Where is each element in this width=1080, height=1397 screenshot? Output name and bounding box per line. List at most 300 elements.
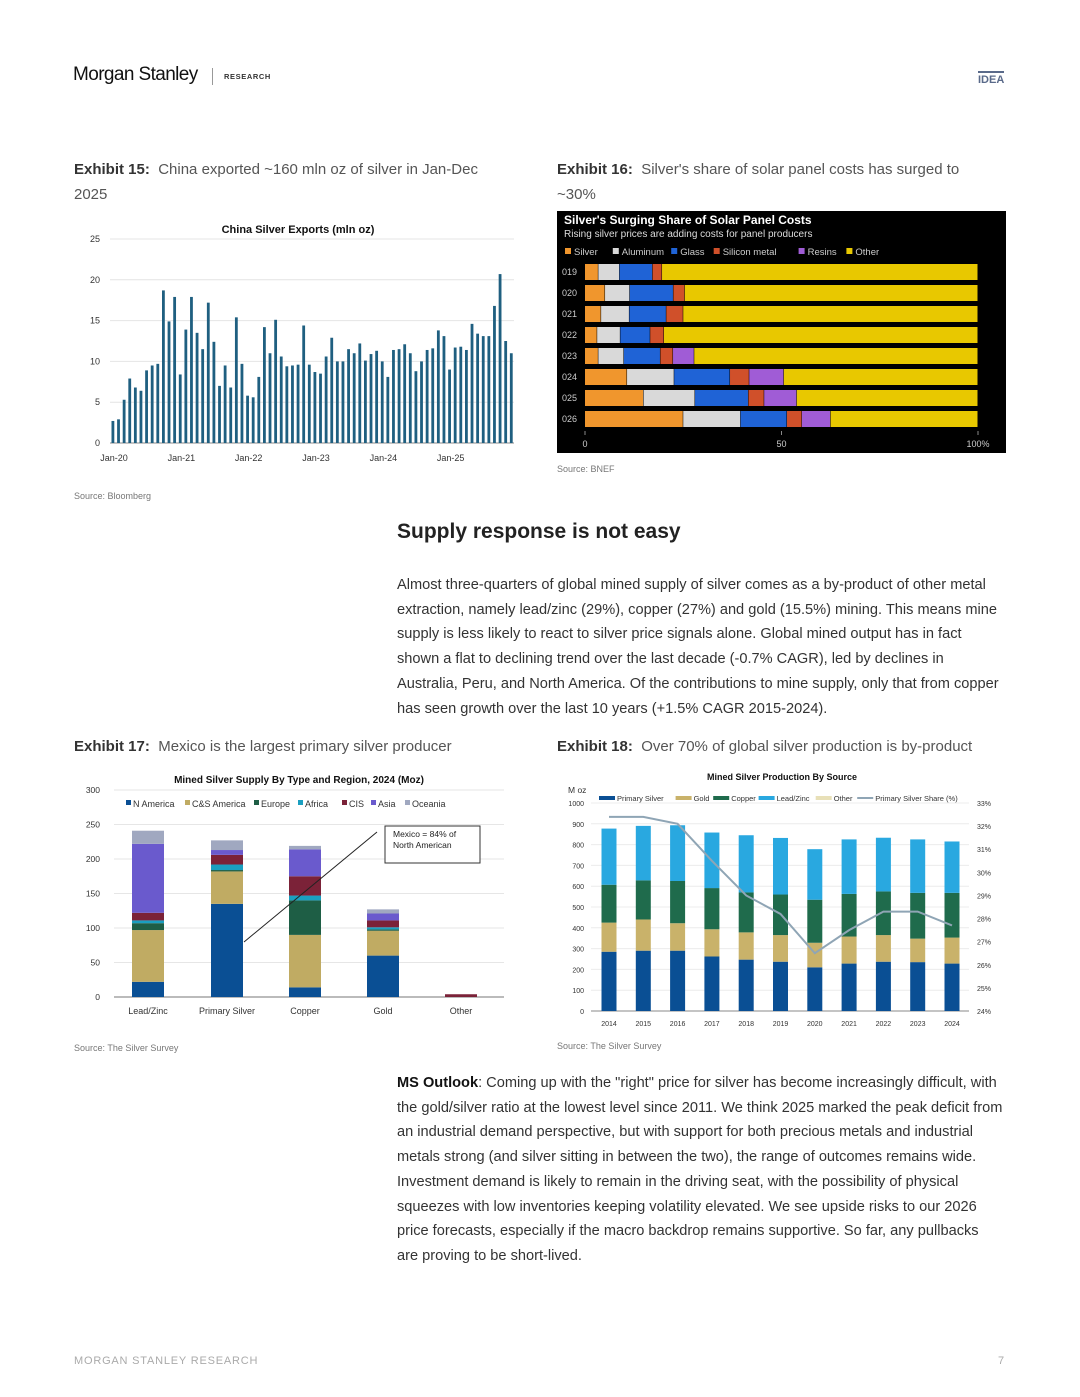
- bar: [308, 365, 311, 443]
- y2-tick-label: 27%: [977, 939, 992, 947]
- legend-label: Glass: [680, 247, 705, 258]
- mined-supply-by-region-chart: [74, 770, 510, 1025]
- legend-label: Lead/Zinc: [776, 794, 810, 803]
- x-tick-label: 2018: [738, 1021, 754, 1028]
- year-label: 024: [562, 372, 578, 382]
- bar-segment-copper: [807, 900, 822, 943]
- bar-segment-copper: [636, 880, 651, 919]
- y-axis-label: M oz: [568, 785, 587, 795]
- bar-segment-resins: [802, 411, 830, 427]
- exhibit-caption: Over 70% of global silver production is by-product: [641, 738, 973, 755]
- bar: [420, 361, 423, 443]
- bar-segment-silicon-metal: [660, 348, 672, 364]
- bar-segment-silicon-metal: [650, 327, 663, 343]
- legend-label: Silicon metal: [722, 247, 777, 258]
- x-tick-label: Jan-22: [234, 453, 263, 463]
- bar: [241, 364, 244, 443]
- legend-swatch: [676, 796, 692, 800]
- legend-swatch: [298, 800, 303, 805]
- bar-segment-oceania: [289, 846, 321, 849]
- x-tick-label: 2015: [635, 1021, 652, 1028]
- year-label: 020: [562, 288, 578, 298]
- bar: [218, 386, 221, 443]
- legend-label: Primary Silver: [617, 794, 664, 803]
- bar-segment-lead-zinc: [670, 825, 685, 881]
- bar: [314, 372, 317, 443]
- legend-label: Oceania: [412, 799, 446, 809]
- bar: [409, 353, 412, 443]
- bar: [431, 348, 434, 443]
- legend-swatch: [846, 248, 852, 254]
- y2-tick-label: 24%: [977, 1009, 992, 1016]
- bar-segment-oceania: [211, 840, 243, 850]
- exhibit-18-title: [557, 734, 997, 759]
- y-tick-label: 200: [572, 967, 584, 975]
- bar: [403, 344, 406, 443]
- x-tick-label: 2024: [944, 1021, 960, 1028]
- bar-segment-c-s-america: [132, 930, 164, 982]
- bar: [325, 357, 328, 443]
- x-tick-label: Jan-25: [436, 453, 465, 463]
- chart-title: Mined Silver Production By Source: [706, 772, 858, 782]
- y-tick-label: 900: [572, 821, 584, 829]
- legend-swatch: [565, 248, 571, 254]
- bar: [297, 365, 300, 443]
- exhibit-18-source: Source: The Silver Survey: [557, 1041, 662, 1051]
- bar-segment-primary-silver: [876, 962, 891, 1011]
- year-label: 025: [562, 393, 578, 403]
- bar: [257, 377, 260, 443]
- bar-segment-gold: [670, 923, 685, 950]
- bar: [274, 320, 277, 443]
- bar-segment-n-america: [132, 982, 164, 997]
- bar-segment-europe: [367, 929, 399, 930]
- bar-segment-glass: [620, 264, 653, 280]
- bar: [229, 388, 232, 443]
- bar-segment-other: [694, 348, 977, 364]
- bar-segment-lead-zinc: [602, 829, 617, 885]
- y-tick-label: 300: [572, 946, 584, 954]
- bar-segment-gold: [636, 919, 651, 950]
- bar: [201, 349, 204, 443]
- bar-segment-silicon-metal: [666, 306, 682, 322]
- bar: [370, 354, 373, 443]
- y-tick-label: 400: [572, 925, 584, 933]
- y-tick-label: 0: [94, 438, 100, 448]
- bar-segment-cis: [445, 994, 477, 997]
- y-tick-label: 100: [85, 923, 100, 933]
- bar-segment-other: [683, 306, 977, 322]
- bar-segment-lead-zinc: [773, 838, 788, 895]
- bar-segment-gold: [704, 929, 719, 956]
- x-tick-label: Jan-23: [302, 453, 330, 463]
- exhibit-16-title: [557, 157, 997, 207]
- bar: [358, 343, 361, 443]
- bar-segment-silicon-metal: [787, 411, 801, 427]
- bar-segment-gold: [773, 935, 788, 962]
- bar: [448, 370, 451, 443]
- exhibit-label: Exhibit 15:: [74, 161, 150, 178]
- bar-segment-silicon-metal: [730, 369, 749, 385]
- x-tick-label: Gold: [373, 1006, 393, 1016]
- annotation-text: North American: [393, 840, 452, 850]
- legend-swatch: [613, 248, 619, 254]
- bar-segment-glass: [629, 306, 665, 322]
- bar-segment-silver: [585, 285, 605, 301]
- legend-label: Primary Silver Share (%): [875, 794, 958, 803]
- bar: [112, 421, 115, 443]
- y-tick-label: 100: [572, 988, 584, 996]
- bar: [437, 330, 440, 443]
- bar-segment-c-s-america: [289, 935, 321, 987]
- bar-segment-gold: [602, 923, 617, 952]
- y-tick-label: 0: [580, 1009, 584, 1016]
- bar: [168, 321, 171, 443]
- bar: [134, 388, 137, 443]
- y2-tick-label: 26%: [977, 962, 992, 970]
- y-tick-label: 20: [89, 274, 100, 285]
- bar-segment-aluminum: [598, 348, 623, 364]
- bar-segment-africa: [367, 927, 399, 929]
- y2-tick-label: 32%: [977, 824, 992, 832]
- bar-segment-silicon-metal: [673, 285, 684, 301]
- bar-segment-silver: [585, 348, 598, 364]
- legend-swatch: [185, 800, 190, 805]
- bar-segment-aluminum: [598, 264, 619, 280]
- x-tick-label: 2014: [601, 1021, 617, 1028]
- bar-segment-silver: [585, 390, 643, 406]
- bar-segment-primary-silver: [670, 951, 685, 1011]
- bar-segment-lead-zinc: [945, 841, 960, 892]
- exhibit-caption: China exported ~160 mln oz of silver in Jan-Dec 2025: [74, 161, 478, 203]
- exhibit-label: Exhibit 16:: [557, 161, 633, 178]
- x-tick-label: Lead/Zinc: [128, 1006, 168, 1016]
- x-tick-label: Jan-21: [167, 453, 196, 463]
- bar-segment-oceania: [132, 831, 164, 844]
- bar-segment-glass: [674, 369, 729, 385]
- bar: [487, 336, 490, 443]
- bar-segment-glass: [630, 285, 673, 301]
- legend-swatch: [342, 800, 347, 805]
- bar-segment-primary-silver: [773, 962, 788, 1011]
- legend-swatch: [759, 796, 775, 800]
- bar: [123, 400, 126, 443]
- bar: [263, 327, 266, 443]
- bar-segment-other: [784, 369, 978, 385]
- y2-tick-label: 28%: [977, 916, 992, 924]
- bar-segment-aluminum: [601, 306, 629, 322]
- outlook-label: MS Outlook: [397, 1075, 479, 1091]
- bar: [476, 334, 479, 443]
- bar: [145, 370, 148, 443]
- legend-label: N America: [133, 799, 175, 809]
- legend-label: Africa: [305, 799, 329, 809]
- bar-segment-aluminum: [597, 327, 620, 343]
- x-tick-label: 100%: [966, 439, 990, 449]
- bar-segment-resins: [673, 348, 694, 364]
- y-tick-label: 0: [95, 992, 100, 1002]
- bar-segment-lead-zinc: [842, 839, 857, 893]
- y-tick-label: 600: [572, 884, 584, 892]
- legend-swatch: [714, 248, 720, 254]
- exhibit-caption: Mexico is the largest primary silver producer: [158, 738, 452, 755]
- bar-segment-n-america: [289, 987, 321, 997]
- y-tick-label: 1000: [568, 801, 584, 808]
- outlook-body: : Coming up with the "right" price for silver has become increasingly difficult, with the gold/silver ratio at the lowest level since 2011. We think 2025 marked the peak deficit from an industrial demand perspective, but with support for both precious metals and industrial metals strong (and silver sitting in between the two), the range of outcomes remains wide. Investment demand is likely to remain in the driving seat, with the possibility of physical squeezes with low inventories keeping volatility elevated. We see upside risks to our 2026 price forecasts, especially if the macro backdrop remains supportive. So far, any pullbacks are proving to be short-lived.: [397, 1075, 1003, 1264]
- idea-badge: IDEA: [978, 71, 1004, 86]
- bar-segment-primary-silver: [910, 962, 925, 1011]
- bar-segment-silver: [585, 306, 601, 322]
- section-heading: Supply response is not easy: [397, 520, 681, 543]
- bar: [499, 274, 502, 443]
- x-tick-label: 2020: [807, 1021, 823, 1028]
- legend-label: Resins: [807, 247, 837, 258]
- bar-segment-europe: [289, 900, 321, 935]
- bar-segment-resins: [764, 390, 796, 406]
- bar-segment-lead-zinc: [876, 838, 891, 892]
- bar-segment-gold: [876, 935, 891, 962]
- bar: [319, 374, 322, 443]
- x-tick-label: 2022: [875, 1021, 892, 1028]
- legend-label: Copper: [731, 794, 756, 803]
- y-tick-label: 10: [89, 356, 100, 367]
- bar-segment-copper: [704, 888, 719, 929]
- x-tick-label: Jan-20: [100, 453, 128, 463]
- bar: [235, 317, 238, 443]
- y-tick-label: 25: [89, 234, 100, 244]
- bar-segment-other: [685, 285, 978, 301]
- annotation-text: Mexico = 84% of: [393, 829, 457, 839]
- bar-segment-lead-zinc: [636, 826, 651, 880]
- y-tick-label: 15: [89, 315, 100, 326]
- section-body: Almost three-quarters of global mined supply of silver comes as a by-product of other metal extraction, namely lead/zinc (29%), copper (27%) and gold (15.5%) mining. This means mine supply is less likely to react to silver price signals alone. Global mined output has in fact shown a flat to declining trend over the last decade (-0.7% CAGR), led by declines in Australia, Peru, and North America. Of the contributions to mine supply, only that from copper has seen growth over the last 10 years (+1.5% CAGR 2015-2024).: [397, 577, 999, 717]
- bar: [190, 297, 193, 443]
- bar-segment-africa: [132, 920, 164, 923]
- bar-segment-asia: [211, 850, 243, 855]
- bar-segment-n-america: [211, 904, 243, 997]
- bar-segment-cis: [211, 855, 243, 865]
- x-tick-label: Jan-24: [369, 453, 398, 463]
- bar: [426, 350, 429, 443]
- legend-label: Other: [855, 247, 880, 258]
- bar: [504, 341, 507, 443]
- y-tick-label: 300: [85, 785, 100, 795]
- bar-segment-primary-silver: [739, 960, 754, 1011]
- bar-segment-cis: [289, 876, 321, 895]
- legend-label: Gold: [693, 794, 710, 803]
- bar-segment-aluminum: [627, 369, 674, 385]
- bar-segment-glass: [624, 348, 660, 364]
- legend-swatch: [671, 248, 677, 254]
- bar: [330, 338, 333, 443]
- bar-segment-c-s-america: [367, 931, 399, 956]
- bar: [398, 349, 401, 443]
- chart-subtitle: Rising silver prices are adding costs for panel producers: [564, 229, 813, 240]
- solar-cost-chart-panel: [557, 211, 1006, 453]
- bar-segment-lead-zinc: [910, 839, 925, 892]
- legend-label: CIS: [349, 799, 365, 809]
- legend-label: Aluminum: [621, 247, 665, 258]
- bar: [336, 361, 339, 443]
- y-tick-label: 250: [85, 819, 100, 830]
- chart-title: Silver's Surging Share of Solar Panel Costs: [564, 213, 812, 227]
- bar-segment-gold: [739, 932, 754, 959]
- bar: [302, 325, 305, 443]
- bar-segment-c-s-america: [211, 871, 243, 903]
- bar-segment-copper: [602, 885, 617, 923]
- bar: [392, 350, 395, 443]
- bar: [471, 324, 474, 443]
- bar: [459, 347, 462, 443]
- bar-segment-africa: [289, 896, 321, 901]
- year-label: 021: [562, 309, 578, 319]
- bar: [173, 297, 176, 443]
- bar: [353, 353, 356, 443]
- bar-segment-gold: [945, 938, 960, 964]
- outlook-paragraph: [397, 1071, 1003, 1269]
- solar-cost-chart: [557, 211, 1006, 453]
- bar-segment-asia: [132, 844, 164, 913]
- bar-segment-asia: [289, 849, 321, 876]
- bar: [415, 371, 418, 443]
- bar: [213, 342, 216, 443]
- bar-segment-silicon-metal: [653, 264, 662, 280]
- research-label: RESEARCH: [224, 72, 271, 81]
- x-tick-label: Other: [449, 1006, 473, 1016]
- bar-segment-africa: [211, 865, 243, 871]
- legend-label: Silver: [574, 247, 598, 258]
- exhibit-label: Exhibit 18:: [557, 738, 633, 755]
- x-tick-label: Primary Silver: [198, 1006, 256, 1016]
- bar-segment-other: [831, 411, 978, 427]
- bar: [381, 361, 384, 443]
- y2-tick-label: 25%: [977, 985, 992, 993]
- bar-segment-silver: [585, 411, 683, 427]
- morgan-stanley-logo: Morgan Stanley: [73, 64, 198, 85]
- bar-segment-aluminum: [605, 285, 629, 301]
- bar: [364, 361, 367, 443]
- legend-label: Asia: [378, 799, 396, 809]
- bar: [347, 349, 350, 443]
- bar: [151, 365, 154, 443]
- bar-segment-oceania: [367, 909, 399, 913]
- exhibit-15-title: [74, 157, 514, 207]
- bar-segment-aluminum: [683, 411, 740, 427]
- bar-segment-silicon-metal: [748, 390, 763, 406]
- bar: [510, 353, 513, 443]
- legend-label: Europe: [261, 799, 291, 809]
- bar: [140, 391, 143, 443]
- bar: [342, 361, 345, 443]
- legend-swatch: [371, 800, 376, 805]
- bar-segment-gold: [842, 937, 857, 964]
- legend-swatch: [405, 800, 410, 805]
- bar-segment-resins: [749, 369, 783, 385]
- bar: [443, 336, 446, 443]
- bar-segment-other: [797, 390, 978, 406]
- legend-label: C&S America: [192, 799, 246, 809]
- x-tick-label: 2017: [704, 1021, 720, 1028]
- exhibit-17-title: [74, 734, 514, 759]
- chart-title: China Silver Exports (mln oz): [221, 224, 375, 236]
- bar-segment-glass: [695, 390, 748, 406]
- bar-segment-cis: [367, 920, 399, 927]
- bar-segment-primary-silver: [842, 964, 857, 1011]
- y-tick-label: 200: [85, 854, 100, 864]
- bar: [291, 365, 294, 443]
- bar-segment-copper: [876, 891, 891, 935]
- x-tick-label: Copper: [290, 1006, 320, 1016]
- year-label: 023: [562, 351, 578, 361]
- bar-segment-other: [664, 327, 978, 343]
- bar: [280, 357, 283, 443]
- bar-segment-silver: [585, 327, 597, 343]
- bar-segment-aluminum: [644, 390, 695, 406]
- bar-segment-silver: [585, 369, 627, 385]
- x-tick-label: 50: [776, 439, 787, 449]
- production-by-source-chart: [557, 770, 1002, 1035]
- x-tick-label: 2019: [772, 1021, 789, 1028]
- y2-tick-label: 30%: [977, 870, 992, 878]
- bar: [128, 379, 131, 443]
- bar-segment-copper: [945, 893, 960, 938]
- bar: [162, 290, 165, 443]
- china-exports-chart: [74, 215, 524, 470]
- y-tick-label: 500: [572, 905, 584, 912]
- page-number: 7: [998, 1355, 1005, 1367]
- y2-tick-label: 29%: [977, 893, 992, 901]
- x-tick-label: 2021: [841, 1021, 857, 1028]
- bar: [269, 353, 272, 443]
- bar: [375, 351, 378, 443]
- legend-swatch: [599, 796, 615, 800]
- bar-segment-glass: [620, 327, 649, 343]
- bar-segment-other: [662, 264, 977, 280]
- bar-segment-primary-silver: [602, 952, 617, 1011]
- bar: [252, 397, 255, 443]
- bar: [179, 374, 182, 443]
- bar-segment-primary-silver: [945, 964, 960, 1011]
- bar-segment-cis: [132, 913, 164, 921]
- x-tick-label: 2023: [909, 1021, 926, 1028]
- legend-swatch: [126, 800, 131, 805]
- bar-segment-glass: [741, 411, 787, 427]
- y-tick-label: 800: [572, 842, 584, 850]
- y-tick-label: 700: [572, 863, 584, 871]
- x-tick-label: 0: [582, 439, 588, 449]
- bar-segment-lead-zinc: [807, 849, 822, 900]
- bar: [246, 396, 249, 443]
- bar: [465, 350, 468, 443]
- bar-segment-primary-silver: [704, 957, 719, 1011]
- year-label: 022: [562, 330, 578, 340]
- exhibit-17-source: Source: The Silver Survey: [74, 1043, 179, 1053]
- x-tick-label: 2016: [669, 1021, 686, 1028]
- exhibit-label: Exhibit 17:: [74, 738, 150, 755]
- bar-segment-europe: [132, 923, 164, 930]
- bar-segment-asia: [367, 914, 399, 921]
- bar: [386, 377, 389, 443]
- bar-segment-lead-zinc: [739, 835, 754, 892]
- bar: [285, 366, 288, 443]
- y-tick-label: 150: [85, 888, 100, 899]
- bar-segment-copper: [670, 881, 685, 923]
- bar: [117, 419, 120, 443]
- legend-swatch: [254, 800, 259, 805]
- bar-segment-copper: [910, 893, 925, 939]
- legend-swatch: [816, 796, 832, 800]
- exhibit-15-source: Source: Bloomberg: [74, 491, 152, 501]
